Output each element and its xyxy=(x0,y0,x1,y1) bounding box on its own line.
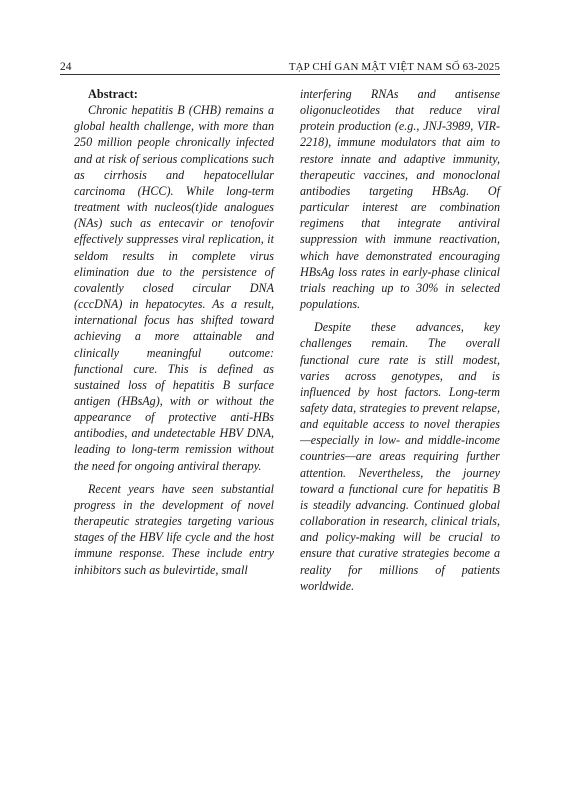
page-number: 24 xyxy=(60,61,72,73)
abstract-paragraph: Chronic hepatitis B (CHB) remains a global health challenge, with more than 250 million people chronically infected and at risk of serious complications such as cirrhosis and hepatocellular carcinoma (HCC). While long-term treatment with nucleos(t)ide analogues (NAs) such as entecavir or tenofovir effectively suppresses viral replication, it seldom results in complete virus elimination due to the persistence of covalently closed circular DNA (cccDNA) in hepatocytes. As a result, international focus has shifted toward achieving a more attainable and clinically meaningful outcome: functional cure. This is defined as sustained loss of hepatitis B surface antigen (HBsAg), with or without the appearance of protective anti-HBs antibodies, and undetectable HBV DNA, leading to long-term remission without the need for ongoing antiviral therapy. xyxy=(74,103,274,473)
abstract-heading: Abstract: xyxy=(88,87,138,101)
header-rule xyxy=(60,74,500,75)
abstract-paragraph: Recent years have seen substantial progress in the development of novel therapeutic strategies targeting various stages of the HBV life cycle and the host immune response. These include entry inhibitors such as bulevirtide, small xyxy=(74,481,274,577)
journal-title: TẠP CHÍ GAN MẬT VIỆT NAM SỐ 63-2025 xyxy=(288,61,500,73)
abstract-section xyxy=(74,86,500,601)
abstract-paragraph-continued: interfering RNAs and antisense oligonucleotides that reduce viral protein production (e.g., JNJ-3989, VIR-2218), immune modulators that aim to restore innate and adaptive immunity, therapeutic vaccines, and monoclonal antibodies targeting HBsAg. Of particular interest are combination regimens that integrate antiviral suppression with immune reactivation, which have demonstrated encouraging HBsAg loss rates in early-phase clinical trials reaching up to 30% in selected populations. xyxy=(300,87,500,312)
right-column xyxy=(300,86,500,601)
left-column xyxy=(74,86,274,601)
abstract-paragraph: Despite these advances, key challenges remain. The overall functional cure rate is still modest, varies across genotypes, and is influenced by host factors. Long-term safety data, strategies to prevent relapse, and equitable access to novel therapies—especially in low- and middle-income countries—are areas requiring further attention. Nevertheless, the journey toward a functional cure for hepatitis B is steadily advancing. Continued global collaboration in research, clinical trials, and policy-making will be crucial to ensure that curative strategies become a reality for millions of patients worldwide. xyxy=(300,320,500,593)
